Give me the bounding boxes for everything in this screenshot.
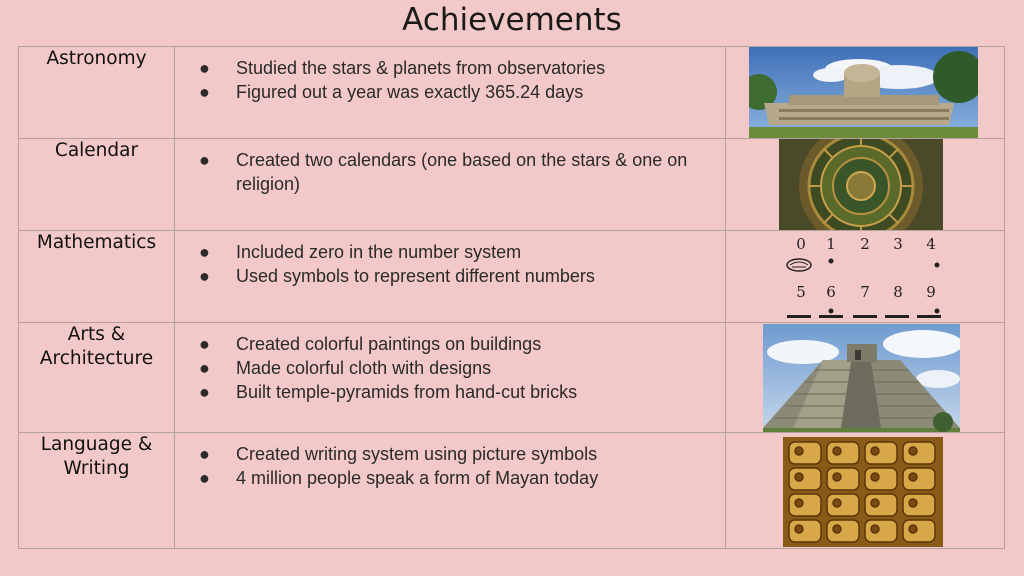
numeral-label: 3	[893, 235, 903, 253]
numeral-labels-bottom	[796, 283, 936, 301]
description-cell	[175, 323, 726, 433]
bullet-item	[189, 356, 725, 380]
description-cell	[175, 433, 726, 549]
category-label: Calendar	[54, 140, 139, 161]
bullet-item	[189, 80, 725, 104]
category-cell	[19, 433, 175, 549]
image-cell	[726, 139, 1005, 231]
description-cell	[175, 231, 726, 323]
table-row-mathematics	[19, 231, 1005, 323]
glyph-block	[865, 494, 897, 516]
bullet-icon: ●	[199, 468, 210, 488]
bullet-item	[189, 240, 725, 264]
description-cell	[175, 139, 726, 231]
bullet-text: Included zero in the number system	[236, 242, 522, 262]
glyph-block	[789, 442, 821, 464]
image-cell	[726, 231, 1005, 323]
bullet-icon: ●	[199, 58, 210, 78]
glyph-block	[789, 520, 821, 542]
table-row-language-writing	[19, 433, 1005, 549]
bullet-text: Studied the stars & planets from observatories	[236, 58, 606, 78]
category-cell	[19, 323, 175, 433]
table-row-astronomy	[19, 47, 1005, 139]
description-cell	[175, 47, 726, 139]
glyph-block	[827, 442, 859, 464]
glyph-block	[865, 520, 897, 542]
numeral-labels-top	[796, 235, 936, 253]
category-cell	[19, 139, 175, 231]
bullet-item	[189, 442, 725, 466]
glyph-detail	[871, 499, 879, 507]
glyph-block	[903, 468, 935, 490]
bullet-text: 4 million people speak a form of Mayan today	[236, 468, 599, 488]
bullet-item	[189, 56, 725, 80]
table-row-arts-architecture	[19, 323, 1005, 433]
maya-numerals-image	[781, 231, 951, 323]
numeral-label: 5	[796, 283, 806, 301]
page-title: Achievements	[402, 2, 622, 38]
achievements-table	[18, 46, 1005, 549]
numeral-label: 4	[926, 235, 936, 253]
category-cell	[19, 47, 175, 139]
bullet-icon: ●	[199, 444, 210, 464]
numeral-label: 9	[926, 283, 936, 301]
shell-zero-icon	[787, 259, 811, 271]
glyph-detail	[795, 447, 803, 455]
bullet-icon: ●	[199, 82, 210, 102]
glyph-block	[903, 442, 935, 464]
bullet-item	[189, 466, 725, 490]
bullet-item	[189, 264, 725, 288]
glyph-block	[865, 442, 897, 464]
bullet-icon: ●	[199, 334, 210, 354]
numeral-label: 8	[893, 283, 903, 301]
bullet-icon: ●	[199, 150, 210, 170]
table-row-calendar	[19, 139, 1005, 231]
glyph-block	[903, 520, 935, 542]
numeral-bars	[787, 309, 941, 319]
numeral-label: 1	[826, 235, 836, 253]
glyph-block	[903, 494, 935, 516]
pyramid-image	[763, 324, 960, 433]
glyph-detail	[909, 525, 917, 533]
bullet-icon: ●	[199, 266, 210, 286]
category-label: Mathematics	[36, 232, 157, 253]
glyph-detail	[871, 447, 879, 455]
calendar-stone-image	[779, 139, 943, 231]
glyph-block	[827, 468, 859, 490]
category-cell	[19, 231, 175, 323]
bullet-text: Figured out a year was exactly 365.24 days	[236, 82, 584, 102]
glyph-block	[827, 494, 859, 516]
bullet-text: Created two calendars (one based on the stars & one on religion)	[236, 150, 688, 194]
category-label: Arts &	[67, 324, 126, 345]
image-cell	[726, 47, 1005, 139]
numeral-label: 0	[796, 235, 806, 253]
numeral-label: 7	[860, 283, 870, 301]
glyph-detail	[833, 473, 841, 481]
glyph-detail	[871, 473, 879, 481]
bullet-item	[189, 380, 725, 404]
image-cell	[726, 433, 1005, 549]
bullet-text: Created colorful paintings on buildings	[236, 334, 542, 354]
bullet-text: Built temple-pyramids from hand-cut bricks	[236, 382, 578, 402]
glyph-block	[789, 468, 821, 490]
glyphs-image	[783, 437, 943, 547]
category-label: Language &	[40, 434, 153, 455]
bullet-text: Made colorful cloth with designs	[236, 358, 492, 378]
bullet-text: Used symbols to represent different numbers	[236, 266, 595, 286]
numeral-label: 6	[826, 283, 836, 301]
glyph-detail	[909, 447, 917, 455]
glyph-detail	[909, 473, 917, 481]
category-label: Astronomy	[46, 48, 147, 69]
bullet-icon: ●	[199, 382, 210, 402]
glyph-detail	[833, 447, 841, 455]
glyph-detail	[833, 499, 841, 507]
image-cell	[726, 323, 1005, 433]
glyph-block	[827, 520, 859, 542]
glyph-block	[865, 468, 897, 490]
category-label: Architecture	[39, 348, 154, 369]
glyph-detail	[871, 525, 879, 533]
bullet-item	[189, 332, 725, 356]
category-label: Writing	[63, 458, 130, 479]
glyph-block	[789, 494, 821, 516]
glyph-detail	[795, 473, 803, 481]
bullet-item	[189, 148, 725, 196]
glyph-detail	[909, 499, 917, 507]
glyph-detail	[795, 499, 803, 507]
glyph-detail	[833, 525, 841, 533]
bullet-icon: ●	[199, 242, 210, 262]
bullet-text: Created writing system using picture symbols	[236, 444, 598, 464]
numeral-label: 2	[860, 235, 870, 253]
bullet-icon: ●	[199, 358, 210, 378]
observatory-image	[749, 47, 978, 139]
glyph-detail	[795, 525, 803, 533]
